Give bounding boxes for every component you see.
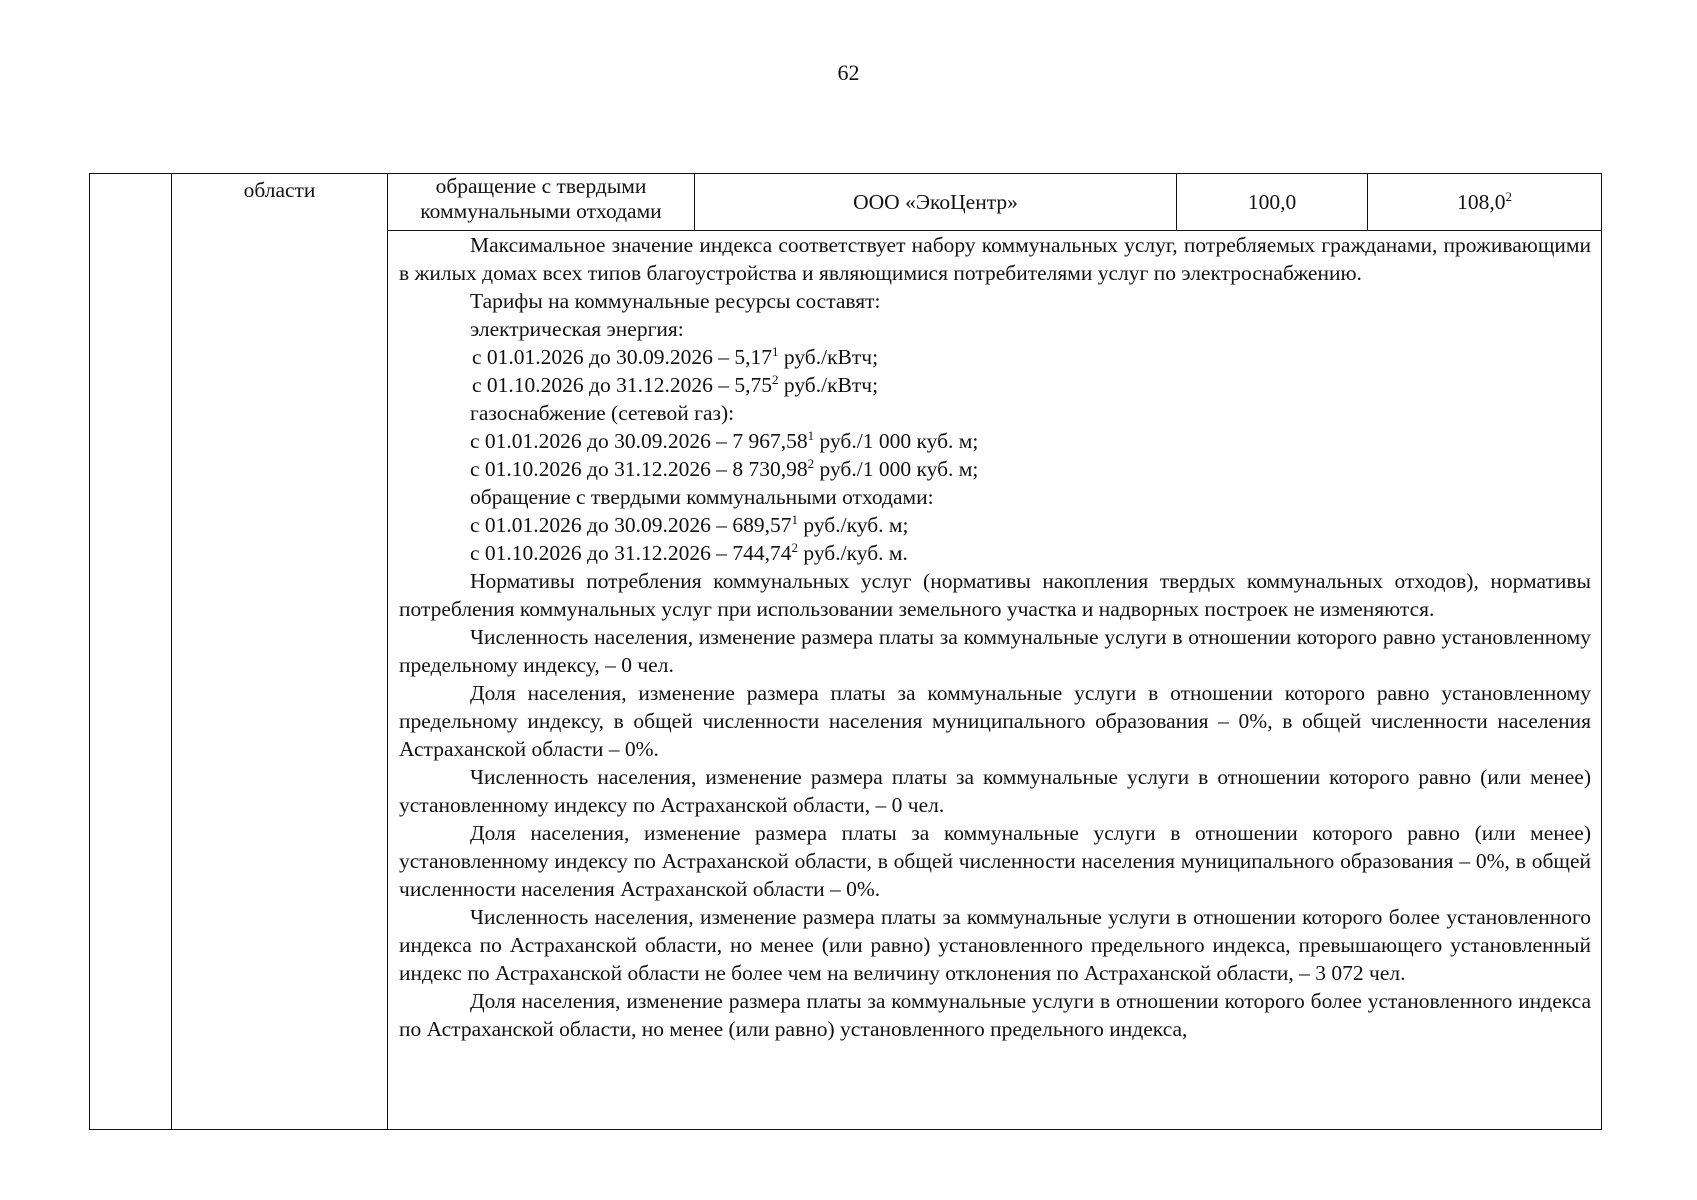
index-value-text: 100,0 — [1247, 190, 1297, 214]
description-cell — [388, 231, 1602, 1130]
max-index-cell — [1368, 174, 1602, 231]
region-text: области — [243, 178, 316, 202]
tariffs-heading: Тарифы на коммунальные ресурсы составят: — [470, 289, 881, 313]
tariff-line: с 01.01.2026 до 30.09.2026 – 7 967,58$^1$ руб./1 000 куб. м; — [470, 428, 979, 453]
gas-heading: газоснабжение (сетевой газ): — [470, 401, 735, 425]
table-row — [90, 174, 1602, 231]
paragraph: Доля населения, изменение размера платы за коммунальные услуги в отношении которого равно установленному предельному индексу, в общей численности населения муниципального образования – 0%, в общей численности населения Астраханской области – 0%. — [399, 681, 1591, 761]
paragraph: Численность населения, изменение размера платы за коммунальные услуги в отношении которого более установленного индекса по Астраханской области, но менее (или равно) установленного предельного индекса, превышающего установленный индекс по Астраханской области не более чем на величину отклонения по Астраханской области, – 3 072 чел. — [399, 905, 1591, 985]
paragraph: Максимальное значение индекса соответствует набору коммунальных услуг, потребляемых гражданами, проживающими в жилых домах всех типов благоустройства и являющимися потребителями услуг по электроснабжению. — [399, 233, 1591, 285]
tariff-line: с 01.10.2026 до 31.12.2026 – 8 730,98$^2$ руб./1 000 куб. м; — [470, 456, 979, 481]
region-cell — [172, 174, 388, 1130]
tariff-line: с 01.01.2026 до 30.09.2026 – 5,17$^1$ руб./кВтч; — [472, 344, 879, 369]
organization-cell — [695, 174, 1177, 231]
max-index-text: 108,0 — [1457, 190, 1506, 214]
service-cell — [388, 174, 695, 231]
empty-number-cell — [90, 174, 172, 1130]
description-text — [399, 231, 1591, 1129]
tariff-line: с 01.10.2026 до 31.12.2026 – 5,75$^2$ руб./кВтч; — [472, 372, 879, 397]
waste-heading: обращение с твердыми коммунальными отходами: — [470, 485, 934, 509]
service-text: обращение с твердыми коммунальными отходами — [420, 174, 662, 223]
index-value-cell — [1177, 174, 1368, 231]
tariff-table — [89, 173, 1602, 1130]
paragraph: Доля населения, изменение размера платы за коммунальные услуги в отношении которого равно (или менее) установленному индексу по Астраханской области, в общей численности населения муниципального образования – 0%, в общей численности населения Астраханской области – 0%. — [399, 821, 1591, 901]
paragraph: Доля населения, изменение размера платы за коммунальные услуги в отношении которого более установленного индекса по Астраханской области, но менее (или равно) установленного предельного индекса, — [399, 989, 1591, 1041]
electric-heading: электрическая энергия: — [470, 317, 684, 341]
paragraph: Численность населения, изменение размера платы за коммунальные услуги в отношении которого равно (или менее) установленному индексу по Астраханской области, – 0 чел. — [399, 765, 1591, 817]
page-number: 62 — [837, 60, 860, 85]
paragraph: Численность населения, изменение размера платы за коммунальные услуги в отношении которого равно установленному предельному индексу, – 0 чел. — [399, 625, 1591, 677]
tariff-line: с 01.01.2026 до 30.09.2026 – 689,57$^1$ руб./куб. м; — [470, 512, 909, 537]
footnote-mark: 2 — [1505, 189, 1512, 204]
tariff-line: с 01.10.2026 до 31.12.2026 – 744,74$^2$ руб./куб. м. — [470, 540, 908, 565]
organization-text: ООО «ЭкоЦентр» — [853, 190, 1018, 214]
paragraph: Нормативы потребления коммунальных услуг (нормативы накопления твердых коммунальных отходов), нормативы потребления коммунальных услуг при использовании земельного участка и надворных построек не изменяются. — [399, 569, 1591, 621]
